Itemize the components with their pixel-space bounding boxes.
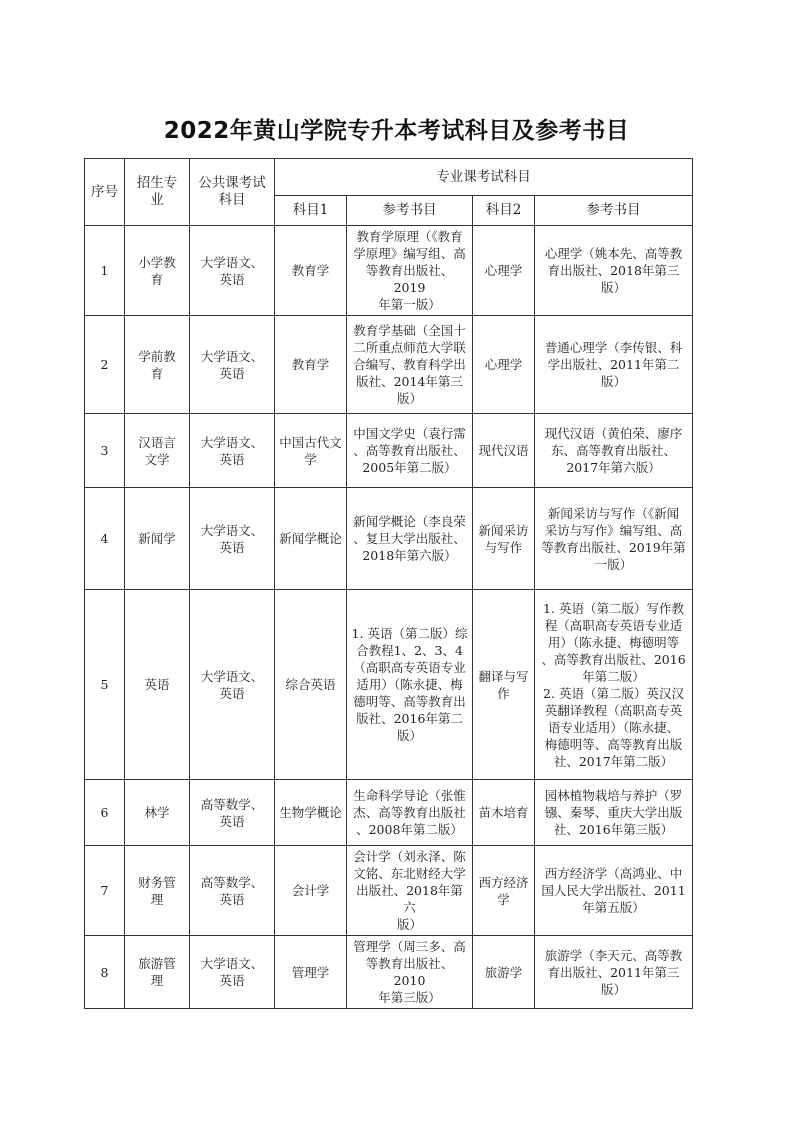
- row-public-subjects: 高等数学、 英语: [190, 780, 275, 846]
- row-book2: 园林植物栽培与养护（罗 镪、秦琴、重庆大学出版 社、2016年第三版）: [535, 780, 693, 846]
- row-index: 5: [85, 590, 125, 780]
- row-book1: 管理学（周三多、高 等教育出版社、2010 年第三版）: [347, 936, 473, 1009]
- row-major: 英语: [125, 590, 190, 780]
- row-public-subjects: 大学语文、 英语: [190, 936, 275, 1009]
- row-book2: 西方经济学（高鸿业、中 国人民大学出版社、2011 年第五版）: [535, 846, 693, 936]
- table-row: [85, 936, 693, 1009]
- table-row: [85, 488, 693, 590]
- row-subject2: 西方经济 学: [473, 846, 535, 936]
- row-public-subjects: 高等数学、 英语: [190, 846, 275, 936]
- row-subject2: 心理学: [473, 226, 535, 316]
- row-book1: 中国文学史（袁行霈 、高等教育出版社、 2005年第二版）: [347, 414, 473, 488]
- row-subject2: 新闻采访 与写作: [473, 488, 535, 590]
- row-major: 林学: [125, 780, 190, 846]
- row-subject1: 综合英语: [275, 590, 347, 780]
- row-book2: 普通心理学（李传银、科 学出版社、2011年第二 版）: [535, 316, 693, 414]
- row-major: 汉语言 文学: [125, 414, 190, 488]
- row-subject1: 管理学: [275, 936, 347, 1009]
- table-body: [85, 226, 693, 1009]
- row-book2: 新闻采访与写作（《新闻 采访与写作》编写组、高 等教育出版社、2019年第 一版）: [535, 488, 693, 590]
- header-professional-subjects: 专业课考试科目: [275, 159, 693, 196]
- row-major: 新闻学: [125, 488, 190, 590]
- row-book2: 现代汉语（黄伯荣、廖序 东、高等教育出版社、 2017年第六版）: [535, 414, 693, 488]
- row-major: 旅游管 理: [125, 936, 190, 1009]
- table-row: [85, 316, 693, 414]
- row-subject1: 生物学概论: [275, 780, 347, 846]
- header-public-subjects: 公共课考试 科目: [190, 159, 275, 226]
- row-book1: 生命科学导论（张惟 杰、高等教育出版社 、2008年第二版）: [347, 780, 473, 846]
- row-major: 小学教 育: [125, 226, 190, 316]
- row-major: 财务管 理: [125, 846, 190, 936]
- row-book1: 教育学原理（《教育 学原理》编写组、高 等教育出版社、2019 年第一版）: [347, 226, 473, 316]
- row-subject1: 教育学: [275, 226, 347, 316]
- row-subject2: 苗木培育: [473, 780, 535, 846]
- row-subject1: 教育学: [275, 316, 347, 414]
- row-public-subjects: 大学语文、 英语: [190, 590, 275, 780]
- row-index: 4: [85, 488, 125, 590]
- row-index: 3: [85, 414, 125, 488]
- row-subject2: 心理学: [473, 316, 535, 414]
- row-index: 8: [85, 936, 125, 1009]
- row-public-subjects: 大学语文、 英语: [190, 316, 275, 414]
- header-subject1: 科目1: [275, 196, 347, 226]
- row-subject2: 现代汉语: [473, 414, 535, 488]
- row-subject2: 翻译与写 作: [473, 590, 535, 780]
- row-book2: 心理学（姚本先、高等教 育出版社、2018年第三 版）: [535, 226, 693, 316]
- row-subject1: 新闻学概论: [275, 488, 347, 590]
- row-book2: 1. 英语（第二版）写作教 程（高职高专英语专业适 用）（陈永捷、梅德明等 、高等教育出版社、2016 年第二版） 2. 英语（第二版）英汉汉 英翻译教程（高职高专英 语专业适用）（陈永捷、 梅德明等、高等教育出版 社、2017年第二版）: [535, 590, 693, 780]
- row-index: 1: [85, 226, 125, 316]
- header-book1: 参考书目: [347, 196, 473, 226]
- row-book1: 1. 英语（第二版）综 合教程1、2、3、4 （高职高专英语专业 适用）（陈永捷、梅 德明等、高等教育出 版社、2016年第二 版）: [347, 590, 473, 780]
- row-book1: 新闻学概论（李良荣 、复旦大学出版社、 2018年第六版）: [347, 488, 473, 590]
- row-index: 6: [85, 780, 125, 846]
- header-major: 招生专 业: [125, 159, 190, 226]
- table-row: [85, 846, 693, 936]
- row-book1: 教育学基础（全国十 二所重点师范大学联 合编写、教育科学出 版社、2014年第三 版）: [347, 316, 473, 414]
- row-index: 7: [85, 846, 125, 936]
- row-subject2: 旅游学: [473, 936, 535, 1009]
- row-book2: 旅游学（李天元、高等教 育出版社、2011年第三 版）: [535, 936, 693, 1009]
- row-subject1: 会计学: [275, 846, 347, 936]
- row-major: 学前教 育: [125, 316, 190, 414]
- header-index: 序号: [85, 159, 125, 226]
- row-book1: 会计学（刘永泽、陈 文铭、东北财经大学 出版社、2018年第六 版）: [347, 846, 473, 936]
- table-row: [85, 226, 693, 316]
- row-public-subjects: 大学语文、 英语: [190, 226, 275, 316]
- table-row: [85, 414, 693, 488]
- exam-subjects-table: [84, 158, 693, 1009]
- row-public-subjects: 大学语文、 英语: [190, 488, 275, 590]
- row-subject1: 中国古代文 学: [275, 414, 347, 488]
- row-public-subjects: 大学语文、 英语: [190, 414, 275, 488]
- table-row: [85, 780, 693, 846]
- row-index: 2: [85, 316, 125, 414]
- header-book2: 参考书目: [535, 196, 693, 226]
- header-subject2: 科目2: [473, 196, 535, 226]
- page-title: 2022年黄山学院专升本考试科目及参考书目: [163, 118, 630, 144]
- table-row: [85, 590, 693, 780]
